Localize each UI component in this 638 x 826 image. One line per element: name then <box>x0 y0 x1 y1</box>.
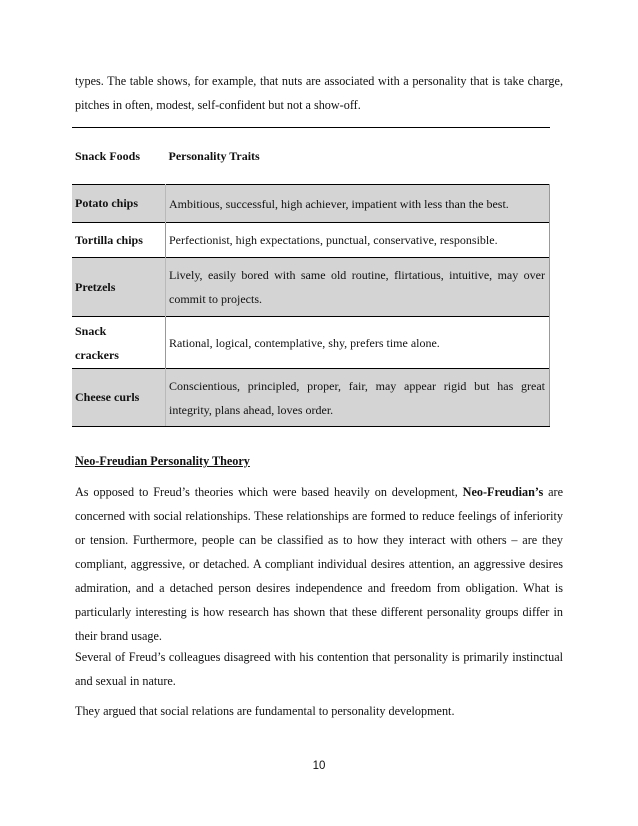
personality-trait-cell: Rational, logical, contemplative, shy, prefers time alone. <box>166 317 550 369</box>
paragraph-text: are concerned with social relationships. These relationships are formed to reduce feelings of inferiority or tension. Furthermore, people can be classified as to how they interact with others – are they compliant, aggressive, or detached. A compliant individual desires attention, an aggressive desires admiration, and a detached person desires independence and freedom from obligation. What is particularly interesting is how research has shown that these different personality groups differ in their brand usage. <box>75 485 563 643</box>
table-header-row <box>72 128 550 185</box>
personality-trait-cell: Perfectionist, high expectations, punctual, conservative, responsible. <box>166 223 550 258</box>
snack-food-cell: Potato chips <box>72 185 166 223</box>
header-personality-traits: Personality Traits <box>166 128 550 185</box>
personality-trait-cell: Conscientious, principled, proper, fair, may appear rigid but has great integrity, plans ahead, loves order. <box>166 369 550 427</box>
personality-trait-cell: Lively, easily bored with same old routine, flirtatious, intuitive, may over commit to projects. <box>166 258 550 317</box>
snack-food-cell: Snack crackers <box>72 317 166 369</box>
paragraph-text: As opposed to Freud’s theories which were based heavily on development, <box>75 485 463 499</box>
body-paragraph <box>75 480 563 648</box>
snack-food-cell: Cheese curls <box>72 369 166 427</box>
table-row <box>72 369 550 427</box>
snack-food-cell: Tortilla chips <box>72 223 166 258</box>
table-row <box>72 223 550 258</box>
body-paragraph: They argued that social relations are fundamental to personality development. <box>75 704 455 718</box>
page-number: 10 <box>312 760 326 772</box>
header-snack-foods: Snack Foods <box>72 128 166 185</box>
snack-food-cell: Pretzels <box>72 258 166 317</box>
body-paragraph: Several of Freud’s colleagues disagreed with his contention that personality is primarily instinctual and sexual in nature. <box>75 650 563 688</box>
table-row <box>72 258 550 317</box>
snack-personality-table <box>72 127 550 427</box>
intro-paragraph: types. The table shows, for example, that nuts are associated with a personality that is take charge, pitches in often, modest, self-confident but not a show-off. <box>75 74 563 112</box>
table-row <box>72 185 550 223</box>
section-heading: Neo-Freudian Personality Theory <box>75 454 250 468</box>
bold-term: Neo-Freudian’s <box>462 485 544 499</box>
personality-trait-cell: Ambitious, successful, high achiever, impatient with less than the best. <box>166 185 550 223</box>
table-row <box>72 317 550 369</box>
